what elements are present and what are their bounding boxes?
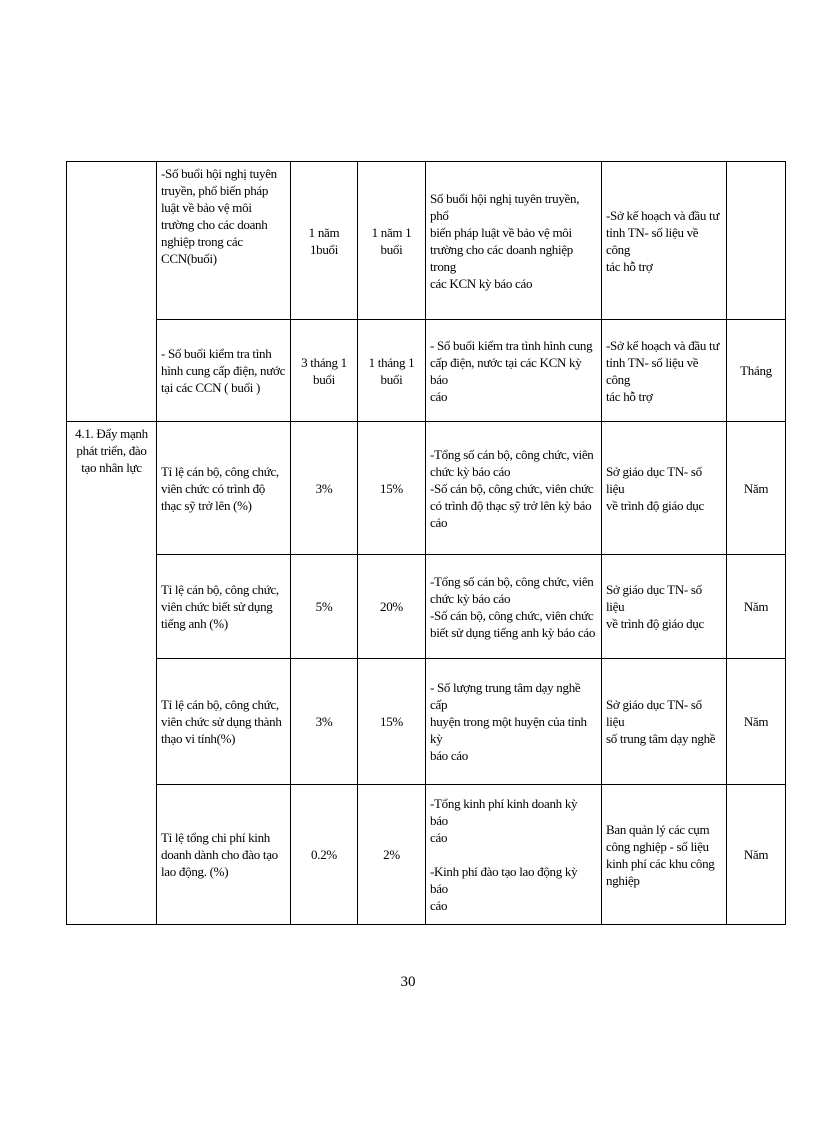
- indicator-cell: -Số buổi hội nghị tuyên truyền, phổ biến pháp luật về bảo vệ môi trường cho các doanh nghiệp trong các CCN(buổi): [157, 162, 291, 320]
- current-value-cell: 1 năm 1buổi: [291, 162, 358, 320]
- current-value-cell: 0.2%: [291, 785, 358, 925]
- target-value-cell: 1 tháng 1 buổi: [358, 320, 426, 422]
- source-cell: Sở giáo dục TN- số liệu số trung tâm dạy nghề: [602, 659, 727, 785]
- indicator-cell: Tỉ lệ tổng chi phí kinh doanh dành cho đào tạo lao động. (%): [157, 785, 291, 925]
- period-cell: Năm: [727, 659, 786, 785]
- target-value-cell: 15%: [358, 422, 426, 555]
- target-value-cell: 2%: [358, 785, 426, 925]
- method-cell: -Tổng số cán bộ, công chức, viên chức kỳ báo cáo -Số cán bộ, công chức, viên chức biết sử dụng tiếng anh kỳ báo cáo: [426, 555, 602, 659]
- period-cell: Năm: [727, 555, 786, 659]
- method-cell: -Tổng số cán bộ, công chức, viên chức kỳ báo cáo -Số cán bộ, công chức, viên chức có trình độ thạc sỹ trở lên kỳ báo cáo: [426, 422, 602, 555]
- source-cell: Ban quản lý các cụm công nghiệp - số liệu kinh phí các khu công nghiệp: [602, 785, 727, 925]
- target-value-cell: 20%: [358, 555, 426, 659]
- table-row: [67, 785, 786, 925]
- current-value-cell: 3%: [291, 422, 358, 555]
- period-cell: Tháng: [727, 320, 786, 422]
- indicator-cell: - Số buổi kiểm tra tình hình cung cấp điện, nước tại các CCN ( buổi ): [157, 320, 291, 422]
- table-row: [67, 555, 786, 659]
- source-cell: Sở giáo dục TN- số liệu về trình độ giáo dục: [602, 555, 727, 659]
- table-row: [67, 320, 786, 422]
- table-row: [67, 162, 786, 320]
- current-value-cell: 5%: [291, 555, 358, 659]
- indicator-cell: Tỉ lệ cán bộ, công chức, viên chức biết sử dụng tiếng anh (%): [157, 555, 291, 659]
- target-value-cell: 15%: [358, 659, 426, 785]
- page-number: 30: [400, 974, 416, 990]
- method-cell: -Tổng kinh phí kinh doanh kỳ báo cáo -Kinh phí đào tạo lao động kỳ báo cáo: [426, 785, 602, 925]
- indicator-cell: Tỉ lệ cán bộ, công chức, viên chức có trình độ thạc sỹ trở lên (%): [157, 422, 291, 555]
- period-cell: Năm: [727, 422, 786, 555]
- indicator-table: [66, 161, 786, 925]
- group-cell: 4.1. Đẩy mạnh phát triển, đào tạo nhân lực: [67, 422, 157, 925]
- method-cell: - Số buổi kiểm tra tình hình cung cấp điện, nước tại các KCN kỳ báo cáo: [426, 320, 602, 422]
- source-cell: -Sở kế hoạch và đầu tư tỉnh TN- số liệu về công tác hỗ trợ: [602, 162, 727, 320]
- current-value-cell: 3 tháng 1 buổi: [291, 320, 358, 422]
- source-cell: Sở giáo dục TN- số liệu về trình độ giáo dục: [602, 422, 727, 555]
- indicator-cell: Tỉ lệ cán bộ, công chức, viên chức sử dụng thành thạo vi tính(%): [157, 659, 291, 785]
- table-row: [67, 422, 786, 555]
- target-value-cell: 1 năm 1 buổi: [358, 162, 426, 320]
- group-cell: [67, 162, 157, 422]
- period-cell: Năm: [727, 785, 786, 925]
- source-cell: -Sở kế hoạch và đầu tư tỉnh TN- số liệu về công tác hỗ trợ: [602, 320, 727, 422]
- method-cell: - Số lượng trung tâm dạy nghề cấp huyện trong một huyện của tỉnh kỳ báo cáo: [426, 659, 602, 785]
- period-cell: [727, 162, 786, 320]
- current-value-cell: 3%: [291, 659, 358, 785]
- table-row: [67, 659, 786, 785]
- method-cell: Số buổi hội nghị tuyên truyền, phổ biến pháp luật về bảo vệ môi trường cho các doanh nghiệp trong các KCN kỳ báo cáo: [426, 162, 602, 320]
